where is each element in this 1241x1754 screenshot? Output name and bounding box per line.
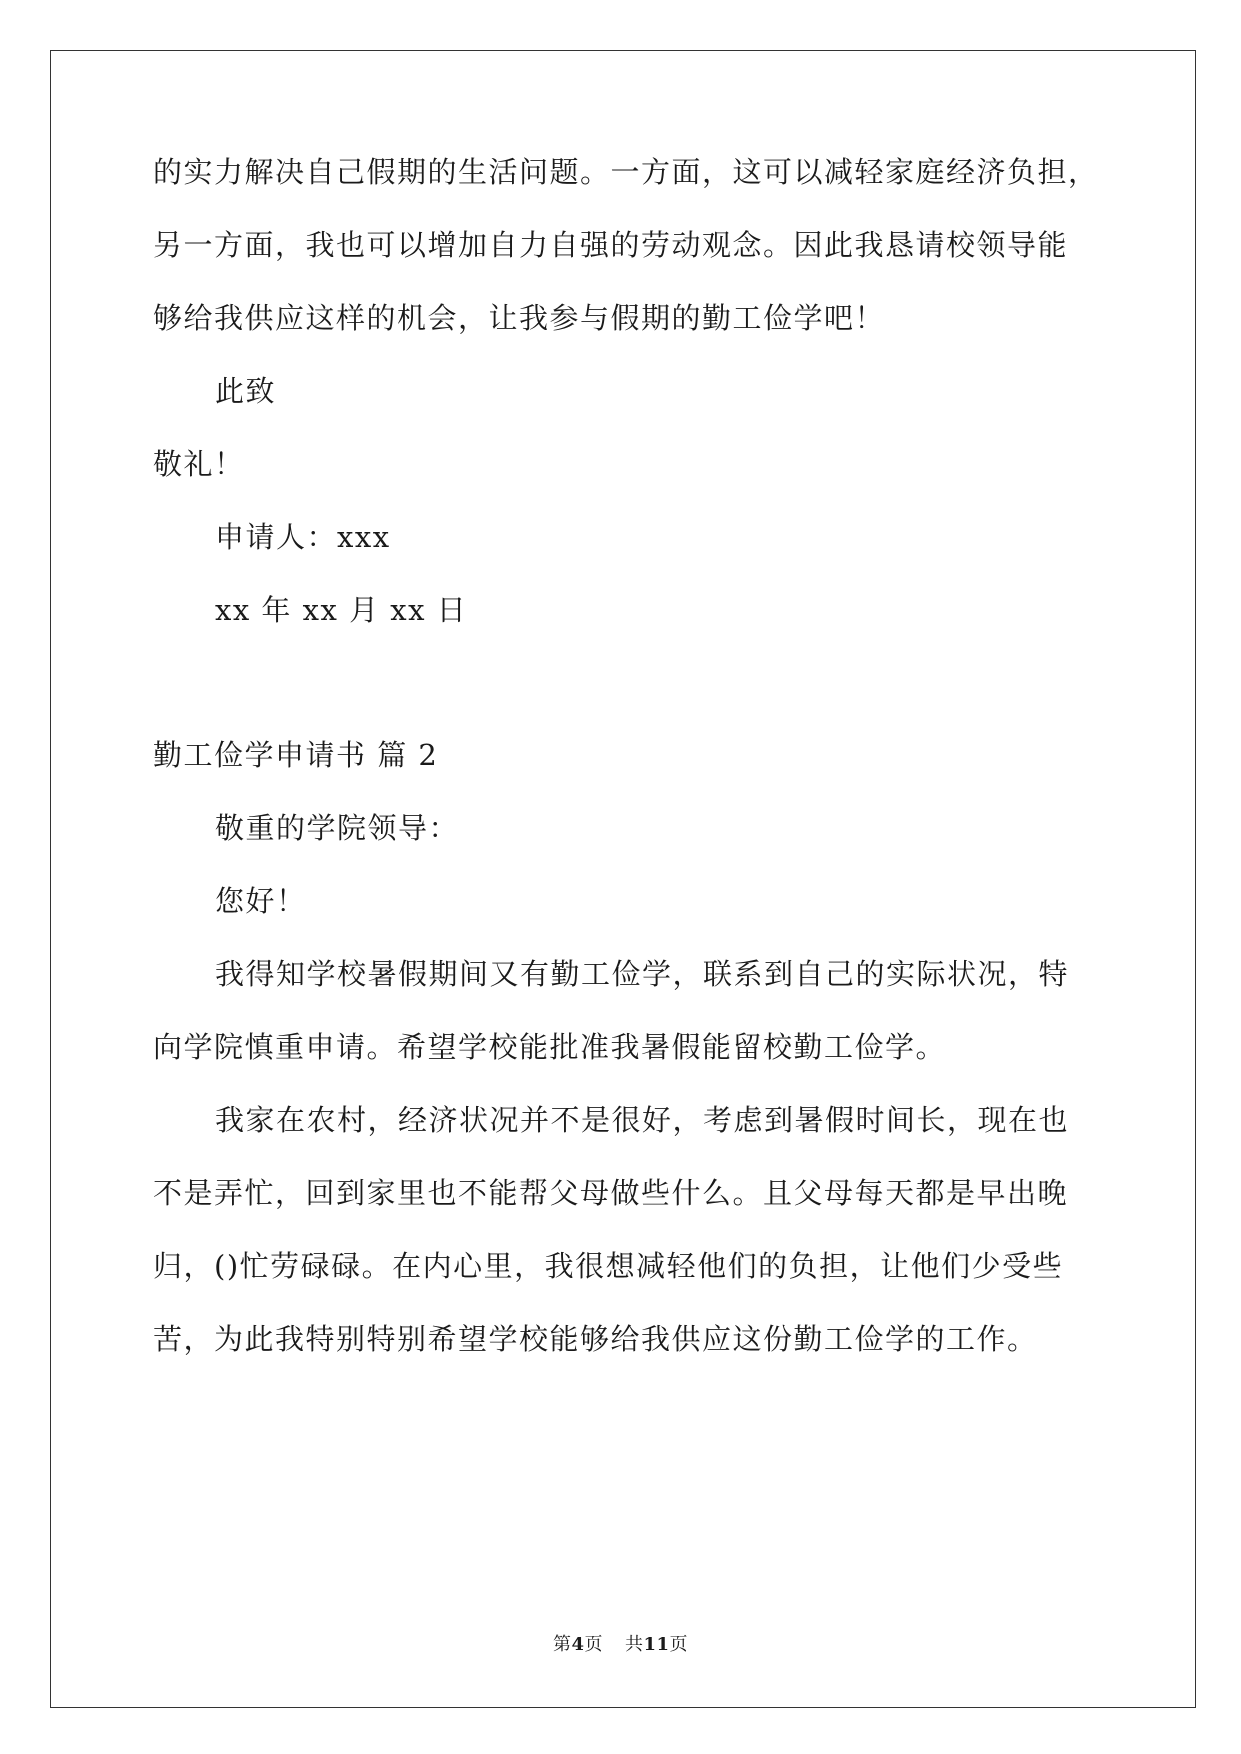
section-heading: 勤工俭学申请书 篇 2 [153, 738, 439, 772]
paragraph-line: 我得知学校暑假期间又有勤工俭学，联系到自己的实际状况，特 [215, 957, 1070, 991]
paragraph-line: 够给我供应这样的机会，让我参与假期的勤工俭学吧！ [153, 301, 886, 335]
footer-total-suffix: 页 [669, 1634, 689, 1655]
greeting-hello: 您好！ [215, 884, 307, 918]
paragraph-line: 向学院慎重申请。希望学校能批准我暑假能留校勤工俭学。 [153, 1030, 947, 1064]
current-page-number: 4 [571, 1634, 585, 1655]
paragraph-line: 另一方面，我也可以增加自力自强的劳动观念。因此我恳请校领导能 [153, 228, 1069, 262]
paragraph-line: 我家在农村，经济状况并不是很好，考虑到暑假时间长，现在也 [215, 1103, 1070, 1137]
paragraph-line: 不是弄忙，回到家里也不能帮父母做些什么。且父母每天都是早出晚 [153, 1176, 1069, 1210]
closing-salutation: 此致 [215, 374, 277, 408]
footer-total-prefix: 共 [624, 1634, 644, 1655]
total-page-count: 11 [643, 1634, 670, 1655]
paragraph-line: 苦，为此我特别特别希望学校能够给我供应这份勤工俭学的工作。 [153, 1322, 1038, 1356]
paragraph-line: 归，()忙劳碌碌。在内心里，我很想减轻他们的负担，让他们少受些 [153, 1249, 1064, 1283]
footer-prefix: 第 [552, 1634, 572, 1655]
paragraph-line: 的实力解决自己假期的生活问题。一方面，这可以减轻家庭经济负担， [153, 155, 1099, 189]
closing-regards: 敬礼！ [153, 447, 245, 481]
footer-page-suffix: 页 [584, 1634, 603, 1655]
signature-date: xx 年 xx 月 xx 日 [215, 593, 468, 627]
applicant-signature: 申请人：xxx [215, 520, 391, 554]
greeting-recipient: 敬重的学院领导： [215, 811, 460, 845]
page-number-footer [0, 1630, 1241, 1656]
